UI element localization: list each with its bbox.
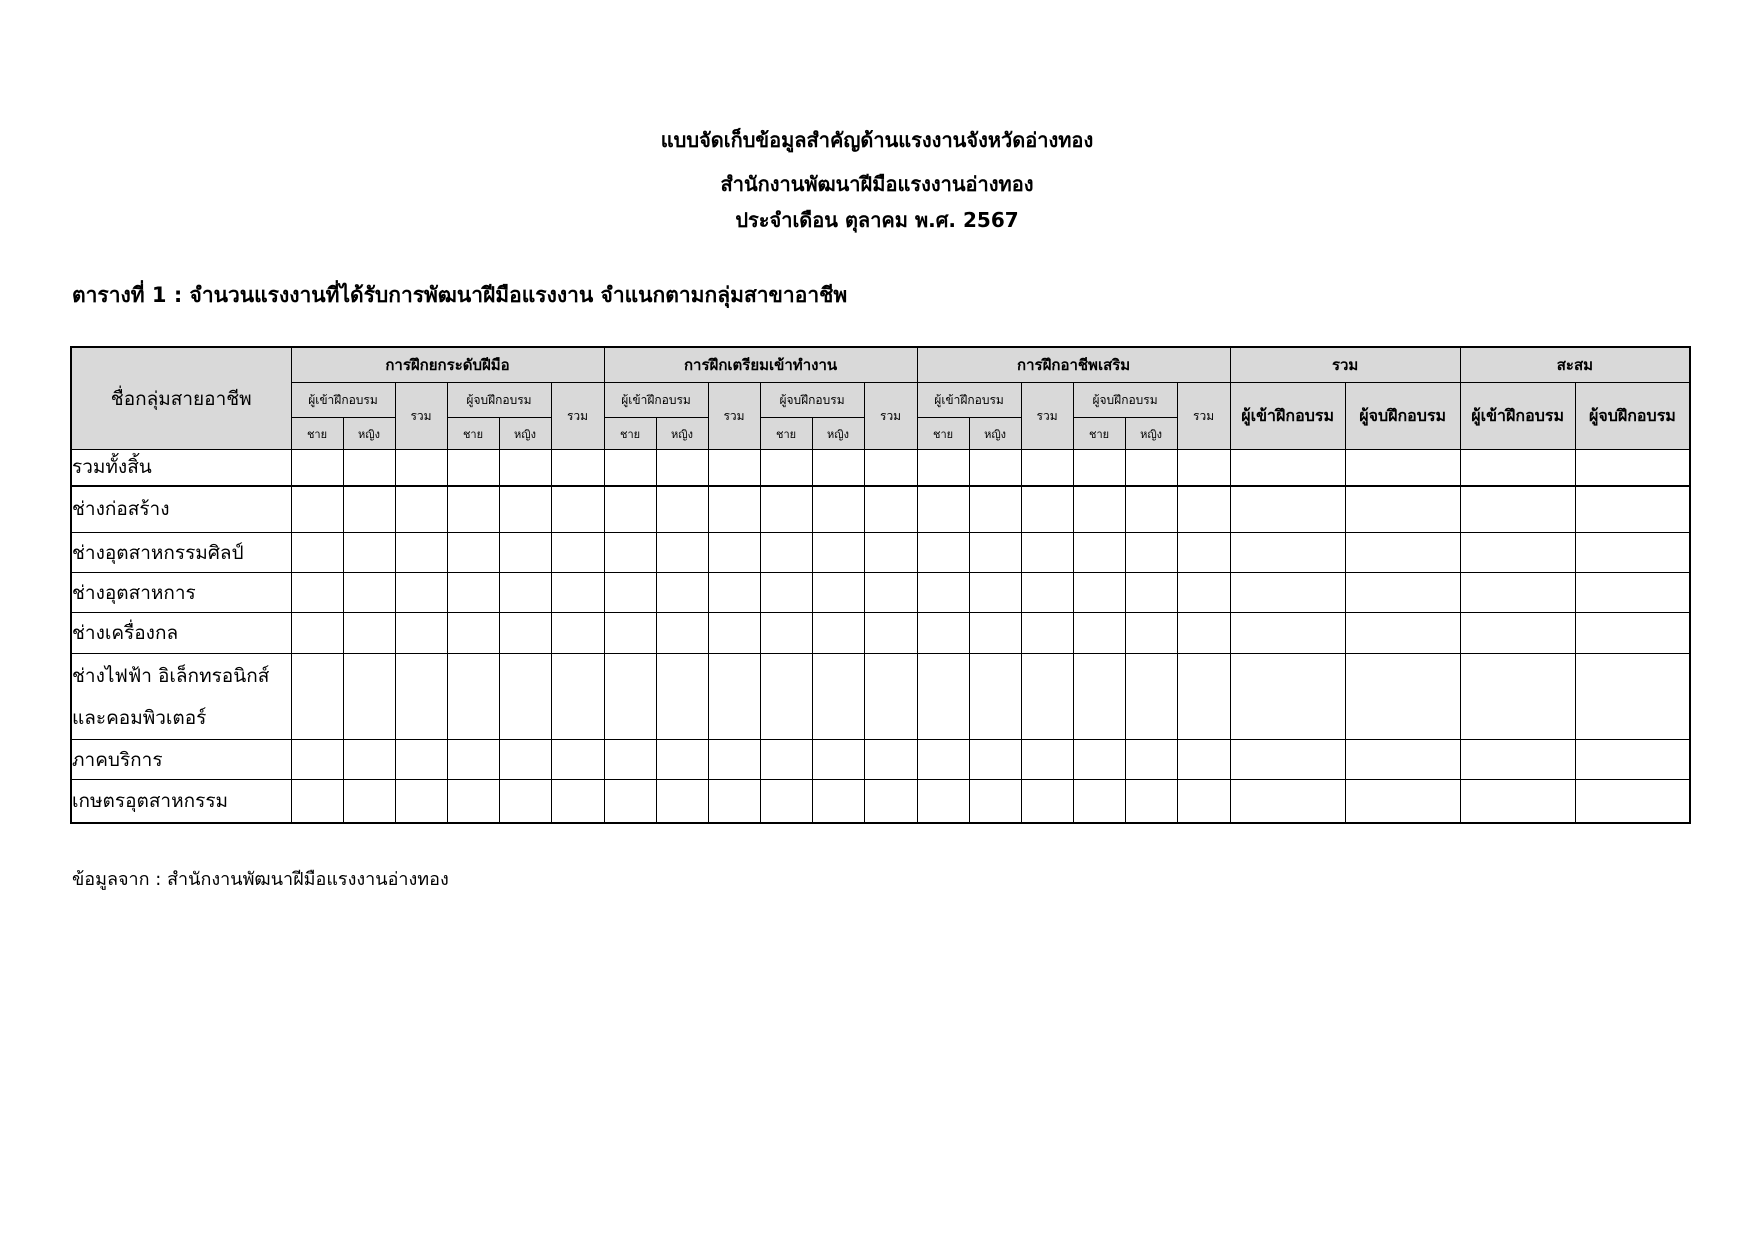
data-cell xyxy=(1345,780,1460,823)
data-cell xyxy=(1073,740,1125,780)
data-cell xyxy=(1073,533,1125,573)
data-cell xyxy=(812,533,864,573)
row-label: ภาคบริการ xyxy=(71,740,291,780)
data-cell xyxy=(760,573,812,613)
data-cell xyxy=(1073,654,1125,740)
data-cell xyxy=(1125,486,1177,533)
row-label: ช่างเครื่องกล xyxy=(71,613,291,654)
data-cell xyxy=(1460,613,1575,654)
data-cell xyxy=(760,613,812,654)
data-cell xyxy=(708,533,760,573)
data-cell xyxy=(499,740,551,780)
data-cell xyxy=(864,654,917,740)
data-cell xyxy=(656,450,708,486)
data-cell xyxy=(1575,533,1690,573)
data-cell xyxy=(395,654,447,740)
data-cell xyxy=(656,780,708,823)
data-cell xyxy=(969,486,1021,533)
female-header: หญิง xyxy=(969,418,1021,450)
data-cell xyxy=(917,533,969,573)
data-cell xyxy=(812,450,864,486)
data-cell xyxy=(1575,450,1690,486)
data-cell xyxy=(604,573,656,613)
data-cell xyxy=(343,740,395,780)
data-cell xyxy=(291,450,343,486)
data-cell xyxy=(969,654,1021,740)
data-cell xyxy=(1125,780,1177,823)
data-cell xyxy=(864,533,917,573)
data-cell xyxy=(708,740,760,780)
pre-employment-training-header: การฝึกเตรียมเข้าทำงาน xyxy=(604,347,917,383)
data-cell xyxy=(604,740,656,780)
cumulative-header: สะสม xyxy=(1460,347,1690,383)
data-cell xyxy=(1460,740,1575,780)
female-header: หญิง xyxy=(499,418,551,450)
data-cell xyxy=(917,654,969,740)
data-cell xyxy=(447,533,499,573)
data-cell xyxy=(499,573,551,613)
data-cell xyxy=(917,486,969,533)
data-cell xyxy=(551,613,604,654)
data-cell xyxy=(864,613,917,654)
data-cell xyxy=(1230,780,1345,823)
office-name: สำนักงานพัฒนาฝีมือแรงงานอ่างทอง xyxy=(720,172,1034,196)
data-cell xyxy=(1177,450,1230,486)
labor-training-table xyxy=(70,346,1691,824)
data-cell xyxy=(395,573,447,613)
data-cell xyxy=(1073,450,1125,486)
data-cell xyxy=(1177,613,1230,654)
document-title: แบบจัดเก็บข้อมูลสำคัญด้านแรงงานจังหวัดอ่างทอง xyxy=(660,128,1094,152)
graduates-header: ผู้จบฝึกอบรม xyxy=(760,383,864,418)
data-cell xyxy=(1460,654,1575,740)
data-cell xyxy=(1125,613,1177,654)
data-cell xyxy=(917,573,969,613)
data-cell xyxy=(708,486,760,533)
row-label: ช่างอุตสาหการ xyxy=(71,573,291,613)
data-cell xyxy=(343,654,395,740)
data-cell xyxy=(917,613,969,654)
row-label: ช่างก่อสร้าง xyxy=(71,486,291,533)
data-cell xyxy=(291,486,343,533)
upskill-training-header: การฝึกยกระดับฝีมือ xyxy=(291,347,604,383)
male-header: ชาย xyxy=(760,418,812,450)
data-cell xyxy=(1021,486,1073,533)
data-cell xyxy=(604,486,656,533)
data-cell xyxy=(1177,780,1230,823)
data-cell xyxy=(1177,654,1230,740)
data-cell xyxy=(499,613,551,654)
data-cell xyxy=(1125,573,1177,613)
data-cell xyxy=(395,780,447,823)
table-row xyxy=(71,573,1690,613)
data-cell xyxy=(864,740,917,780)
data-cell xyxy=(604,613,656,654)
graduates-header: ผู้จบฝึกอบรม xyxy=(447,383,551,418)
data-cell xyxy=(1230,450,1345,486)
data-cell xyxy=(395,740,447,780)
data-cell xyxy=(551,654,604,740)
data-cell xyxy=(917,780,969,823)
data-cell xyxy=(291,740,343,780)
data-cell xyxy=(1125,740,1177,780)
data-cell xyxy=(1073,573,1125,613)
data-cell xyxy=(1575,654,1690,740)
data-cell xyxy=(604,533,656,573)
data-cell xyxy=(1021,613,1073,654)
data-cell xyxy=(1230,533,1345,573)
table-row xyxy=(71,740,1690,780)
data-cell xyxy=(812,486,864,533)
female-header: หญิง xyxy=(1125,418,1177,450)
data-cell xyxy=(1021,780,1073,823)
data-cell xyxy=(1230,613,1345,654)
data-cell xyxy=(447,486,499,533)
data-cell xyxy=(551,450,604,486)
data-cell xyxy=(969,780,1021,823)
data-cell xyxy=(656,740,708,780)
data-cell xyxy=(812,740,864,780)
data-cell xyxy=(969,613,1021,654)
data-cell xyxy=(499,654,551,740)
data-cell xyxy=(1460,450,1575,486)
data-cell xyxy=(1177,533,1230,573)
data-cell xyxy=(343,486,395,533)
data-cell xyxy=(604,654,656,740)
table-row xyxy=(71,450,1690,486)
sum-header: รวม xyxy=(864,383,917,450)
row-label: รวมทั้งสิ้น xyxy=(71,450,291,486)
trainees-header: ผู้เข้าฝึกอบรม xyxy=(917,383,1021,418)
data-cell xyxy=(1021,740,1073,780)
data-cell xyxy=(864,573,917,613)
data-cell xyxy=(447,573,499,613)
data-cell xyxy=(1460,533,1575,573)
data-cell xyxy=(760,486,812,533)
data-cell xyxy=(917,740,969,780)
data-cell xyxy=(395,533,447,573)
data-cell xyxy=(760,654,812,740)
data-cell xyxy=(917,450,969,486)
trainees-header: ผู้เข้าฝึกอบรม xyxy=(604,383,708,418)
report-period: ประจำเดือน ตุลาคม พ.ศ. 2567 xyxy=(735,208,1019,232)
data-cell xyxy=(812,654,864,740)
data-cell xyxy=(812,613,864,654)
data-cell xyxy=(343,613,395,654)
data-cell xyxy=(1125,533,1177,573)
data-cell xyxy=(1021,533,1073,573)
table-row xyxy=(71,613,1690,654)
data-cell xyxy=(760,780,812,823)
data-cell xyxy=(291,780,343,823)
data-cell xyxy=(1575,740,1690,780)
data-cell xyxy=(1345,573,1460,613)
male-header: ชาย xyxy=(291,418,343,450)
data-cell xyxy=(864,450,917,486)
data-cell xyxy=(1345,740,1460,780)
data-cell xyxy=(1460,573,1575,613)
data-cell xyxy=(499,450,551,486)
data-cell xyxy=(499,486,551,533)
data-cell xyxy=(395,613,447,654)
occupation-group-header: ชื่อกลุ่มสายอาชีพ xyxy=(71,347,291,450)
data-cell xyxy=(551,573,604,613)
data-cell xyxy=(551,486,604,533)
data-cell xyxy=(395,486,447,533)
data-cell xyxy=(343,780,395,823)
graduates-header: ผู้จบฝึกอบรม xyxy=(1073,383,1177,418)
data-cell xyxy=(812,780,864,823)
data-cell xyxy=(708,654,760,740)
data-cell xyxy=(1230,740,1345,780)
data-cell xyxy=(447,450,499,486)
data-cell xyxy=(708,450,760,486)
data-cell xyxy=(604,780,656,823)
data-cell xyxy=(291,613,343,654)
data-cell xyxy=(969,740,1021,780)
data-cell xyxy=(343,533,395,573)
data-cell xyxy=(1575,486,1690,533)
data-cell xyxy=(1021,573,1073,613)
data-cell xyxy=(1460,780,1575,823)
data-cell xyxy=(812,573,864,613)
female-header: หญิง xyxy=(656,418,708,450)
data-cell xyxy=(969,450,1021,486)
data-cell xyxy=(343,573,395,613)
data-cell xyxy=(1021,654,1073,740)
data-cell xyxy=(395,450,447,486)
data-cell xyxy=(969,533,1021,573)
data-cell xyxy=(656,573,708,613)
sum-header: รวม xyxy=(708,383,760,450)
data-cell xyxy=(291,654,343,740)
data-cell xyxy=(551,533,604,573)
sum-header: รวม xyxy=(395,383,447,450)
data-cell xyxy=(499,780,551,823)
data-cell xyxy=(551,780,604,823)
data-cell xyxy=(447,654,499,740)
data-cell xyxy=(1575,613,1690,654)
data-cell xyxy=(1177,573,1230,613)
data-cell xyxy=(1230,486,1345,533)
male-header: ชาย xyxy=(1073,418,1125,450)
sum-header: รวม xyxy=(1177,383,1230,450)
data-cell xyxy=(656,533,708,573)
data-cell xyxy=(1230,654,1345,740)
total-trainees-header: ผู้เข้าฝึกอบรม xyxy=(1230,383,1345,450)
data-cell xyxy=(1575,780,1690,823)
data-cell xyxy=(291,533,343,573)
row-label: เกษตรอุตสาหกรรม xyxy=(71,780,291,823)
data-cell xyxy=(1460,486,1575,533)
table-row xyxy=(71,486,1690,533)
data-cell xyxy=(447,740,499,780)
data-cell xyxy=(760,533,812,573)
table-row xyxy=(71,654,1690,740)
data-cell xyxy=(447,780,499,823)
data-cell xyxy=(656,613,708,654)
data-cell xyxy=(1125,450,1177,486)
data-cell xyxy=(1021,450,1073,486)
data-cell xyxy=(969,573,1021,613)
data-cell xyxy=(760,450,812,486)
data-cell xyxy=(499,533,551,573)
data-cell xyxy=(343,450,395,486)
cumulative-trainees-header: ผู้เข้าฝึกอบรม xyxy=(1460,383,1575,450)
data-cell xyxy=(604,450,656,486)
data-cell xyxy=(1575,573,1690,613)
data-cell xyxy=(708,780,760,823)
data-cell xyxy=(1125,654,1177,740)
data-cell xyxy=(708,573,760,613)
row-label-line2: และคอมพิวเตอร์ xyxy=(72,706,207,729)
table-row xyxy=(71,780,1690,823)
supplementary-training-header: การฝึกอาชีพเสริม xyxy=(917,347,1230,383)
total-header: รวม xyxy=(1230,347,1460,383)
data-cell xyxy=(1073,486,1125,533)
data-cell xyxy=(1345,450,1460,486)
data-cell xyxy=(864,780,917,823)
female-header: หญิง xyxy=(343,418,395,450)
data-cell xyxy=(656,654,708,740)
data-cell xyxy=(708,613,760,654)
table-caption: ตารางที่ 1 : จำนวนแรงงานที่ได้รับการพัฒนาฝีมือแรงงาน จำแนกตามกลุ่มสาขาอาชีพ xyxy=(72,283,848,307)
data-cell xyxy=(291,573,343,613)
table-row xyxy=(71,533,1690,573)
data-cell xyxy=(1345,654,1460,740)
trainees-header: ผู้เข้าฝึกอบรม xyxy=(291,383,395,418)
data-cell xyxy=(1345,533,1460,573)
male-header: ชาย xyxy=(447,418,499,450)
female-header: หญิง xyxy=(812,418,864,450)
data-cell xyxy=(1073,613,1125,654)
row-label: ช่างอุตสาหกรรมศิลป์ xyxy=(71,533,291,573)
sum-header: รวม xyxy=(551,383,604,450)
data-cell xyxy=(1177,740,1230,780)
data-cell xyxy=(551,740,604,780)
total-graduates-header: ผู้จบฝึกอบรม xyxy=(1345,383,1460,450)
source-note: ข้อมูลจาก : สำนักงานพัฒนาฝีมือแรงงานอ่างทอง xyxy=(72,869,449,890)
data-cell xyxy=(1345,613,1460,654)
data-cell xyxy=(864,486,917,533)
data-cell xyxy=(760,740,812,780)
sum-header: รวม xyxy=(1021,383,1073,450)
data-cell xyxy=(1073,780,1125,823)
row-label xyxy=(71,654,291,740)
data-cell xyxy=(447,613,499,654)
data-cell xyxy=(1177,486,1230,533)
male-header: ชาย xyxy=(604,418,656,450)
data-cell xyxy=(1230,573,1345,613)
row-label-line1: ช่างไฟฟ้า อิเล็กทรอนิกส์ xyxy=(72,664,270,687)
data-cell xyxy=(656,486,708,533)
cumulative-graduates-header: ผู้จบฝึกอบรม xyxy=(1575,383,1690,450)
male-header: ชาย xyxy=(917,418,969,450)
data-cell xyxy=(1345,486,1460,533)
